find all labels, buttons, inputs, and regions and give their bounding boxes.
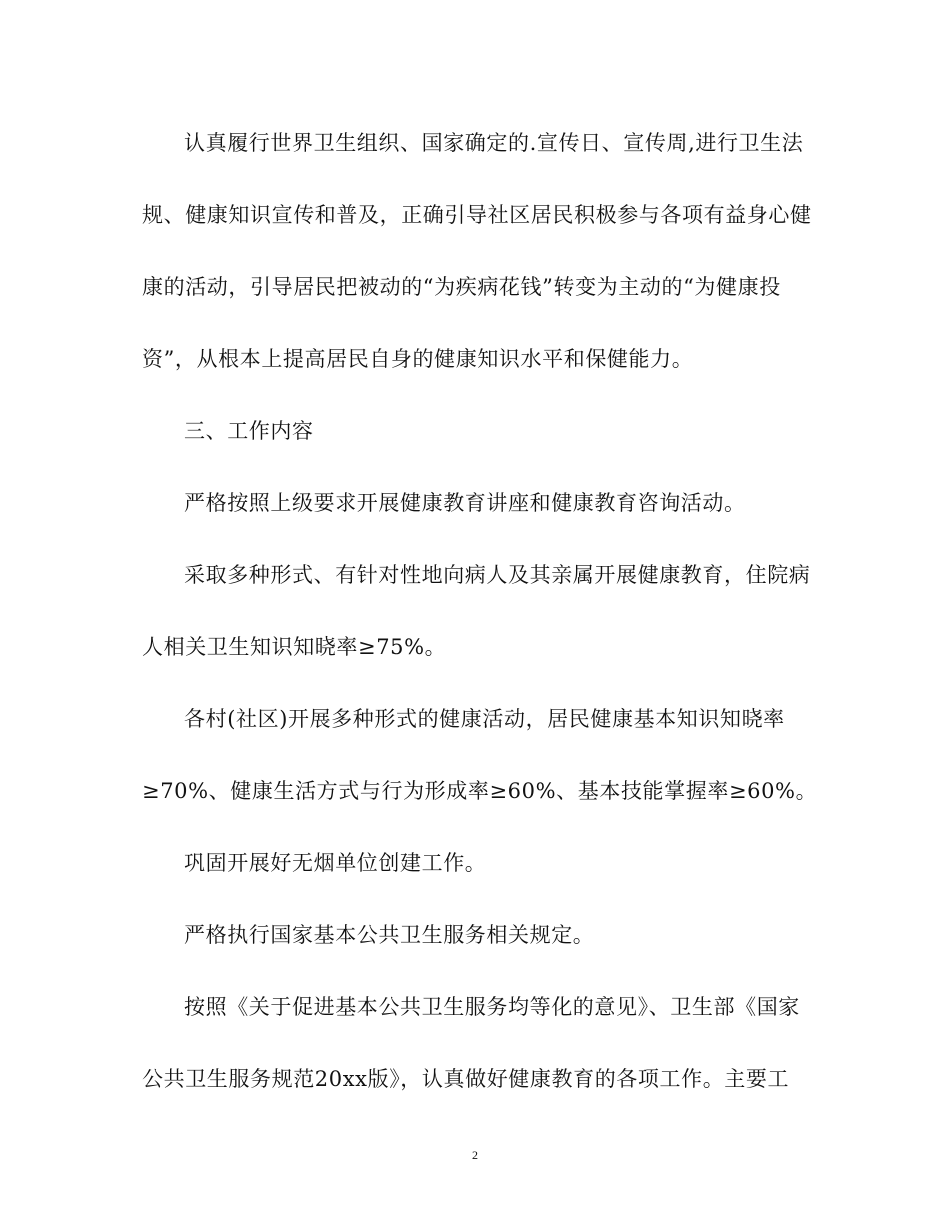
text-line: 巩固开展好无烟单位创建工作。 — [184, 851, 487, 875]
text-line: 资”，从根本上提高居民自身的健康知识水平和保健能力。 — [142, 347, 694, 371]
text-line: 人相关卫生知识知晓率≥75%。 — [142, 635, 447, 659]
text-line: 采取多种形式、有针对性地向病人及其亲属开展健康教育，住院病 — [184, 563, 811, 587]
text-line: 规、健康知识宣传和普及，正确引导社区居民积极参与各项有益身心健 — [142, 203, 812, 227]
section-heading: 三、工作内容 — [184, 419, 314, 443]
text-line: 各村(社区)开展多种形式的健康活动，居民健康基本知识知晓率 — [184, 707, 785, 731]
text-line: 认真履行世界卫生组织、国家确定的.宣传日、宣传周,进行卫生法 — [184, 131, 804, 155]
text-line: 严格执行国家基本公共卫生服务相关规定。 — [184, 923, 595, 947]
text-line: 康的活动，引导居民把被动的“为疾病花钱”转变为主动的“为健康投 — [142, 275, 781, 299]
text-line: 按照《关于促进基本公共卫生服务均等化的意见》、卫生部《国家 — [184, 995, 800, 1019]
text-line: 严格按照上级要求开展健康教育讲座和健康教育咨询活动。 — [184, 491, 746, 515]
text-line: 公共卫生服务规范20xx版》，认真做好健康教育的各项工作。主要工 — [142, 1067, 790, 1091]
page-number: 2 — [472, 1148, 478, 1162]
text-line: ≥70%、健康生活方式与行为形成率≥60%、基本技能掌握率≥60%。 — [142, 779, 818, 803]
